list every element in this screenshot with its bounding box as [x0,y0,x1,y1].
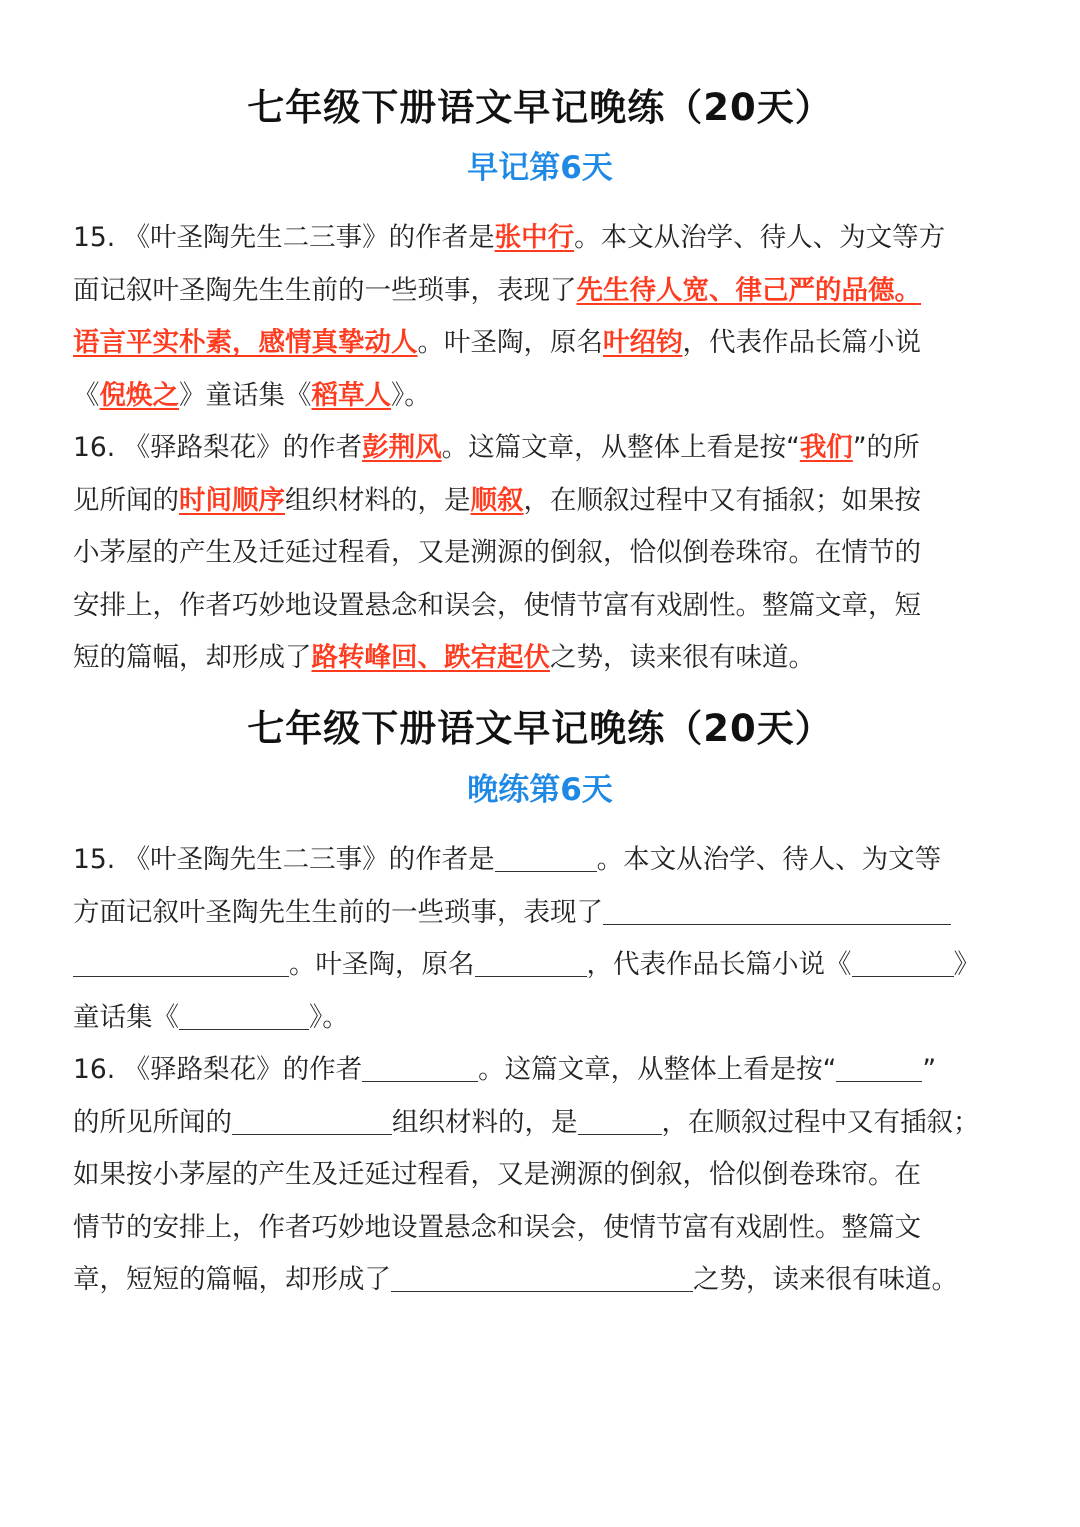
evening-q15-line-4 [73,992,1013,1045]
morning-q15-line-1 [73,212,1013,265]
answer-blank[interactable] [475,946,587,977]
evening-q15-line-1 [73,834,1013,887]
evening-q16-line-4: 情节的安排上，作者巧妙地设置悬念和误会，使情节富有戏剧性。整篇文 [73,1211,921,1243]
answer-text: 路转峰回、跌宕起伏 [311,642,550,673]
morning-q15-line-4 [73,370,1013,423]
answer-text: 张中行 [494,222,575,253]
text-run: ，在顺叙过程中又有插叙； [661,1106,980,1138]
morning-q16-line-1 [73,422,1013,475]
evening-q16-line-5 [73,1254,1013,1307]
answer-text: 叶绍钧 [603,327,683,358]
morning-q16-line-4: 安排上，作者巧妙地设置悬念和误会，使情节富有戏剧性。整篇文章，短 [73,589,921,621]
text-run: 》童话集《 [179,379,312,411]
answer-text: 先生待人宽、律己严的品德。 [576,274,921,306]
text-run: 短的篇幅，却形成了 [73,642,312,673]
text-run: 》。 [391,379,431,411]
text-run: 章，短短的篇幅，却形成了 [73,1264,391,1295]
answer-text: 顺叙 [470,484,524,516]
morning-q16-line-5 [73,632,1013,685]
morning-title: 七年级下册语文早记晚练（20天） [247,86,833,129]
text-run: 见所闻的 [73,484,179,516]
text-run: 。这篇文章，从整体上看是按“ [441,432,800,463]
evening-questions [73,834,1013,1307]
evening-q16-line-2 [73,1097,1013,1150]
text-run: 》。 [309,1001,349,1033]
text-run: 。本文从治学、待人、为文等方 [574,222,946,253]
text-run: 的所见所闻的 [73,1106,232,1138]
answer-blank[interactable] [73,946,289,977]
answer-text: 时间顺序 [179,484,285,516]
evening-q16-line-3: 如果按小茅屋的产生及迁延过程看，又是溯源的倒叙，恰似倒卷珠帘。在 [73,1159,921,1190]
text-run: ，代表作品长篇小说《 [586,949,852,980]
answer-blank[interactable] [852,946,954,977]
evening-subtitle: 晚练第6天 [467,772,613,808]
text-run: ，在顺叙过程中又有插叙；如果按 [523,484,921,516]
answer-blank[interactable] [836,1051,922,1082]
text-run: 之势，读来很有味道。 [550,642,815,673]
evening-title: 七年级下册语文早记晚练（20天） [247,707,833,750]
morning-q16-line-3: 小茅屋的产生及迁延过程看，又是溯源的倒叙，恰似倒卷珠帘。在情节的 [73,537,921,568]
text-run: 。本文从治学、待人、为文等 [596,844,942,875]
text-run: 15. 《叶圣陶先生二三事》的作者是 [73,844,495,875]
morning-questions [73,212,1013,685]
answer-blank[interactable] [603,894,951,925]
text-run: 面记叙叶圣陶先生生前的一些琐事，表现了 [73,274,577,306]
text-run: 童话集《 [73,1001,179,1033]
morning-q15-line-3 [73,317,1013,370]
text-run: 《 [73,379,100,411]
morning-q16-line-2 [73,475,1013,528]
answer-blank[interactable] [362,1051,478,1082]
text-run: 15. 《叶圣陶先生二三事》的作者是 [73,222,495,253]
answer-text: 彭荆风 [362,432,442,463]
text-run: 。叶圣陶，原名 [417,327,603,358]
evening-q16-line-1 [73,1044,1013,1097]
answer-text: 我们 [799,432,853,463]
evening-q15-line-3 [73,939,1013,992]
text-run: 。叶圣陶，原名 [289,949,475,980]
text-run: ” [922,1054,937,1085]
answer-blank[interactable] [179,999,309,1030]
text-run: 之势，读来很有味道。 [693,1264,958,1295]
text-run: ，代表作品长篇小说 [682,327,921,358]
morning-q15-line-2 [73,265,1013,318]
answer-text: 稻草人 [311,379,391,411]
text-run: 。这篇文章，从整体上看是按“ [478,1054,837,1085]
text-run: 16. 《驿路梨花》的作者 [73,432,363,463]
answer-text: 语言平实朴素，感情真挚动人 [73,327,418,358]
text-run: 》 [953,949,980,980]
text-run: 16. 《驿路梨花》的作者 [73,1054,363,1085]
answer-blank[interactable] [391,1261,693,1292]
text-run: 组织材料的，是 [285,484,471,516]
answer-blank[interactable] [578,1104,662,1135]
text-run: ”的所 [852,432,920,463]
answer-text: 倪焕之 [99,379,179,411]
answer-blank[interactable] [232,1104,392,1135]
text-run: 方面记叙叶圣陶先生生前的一些琐事，表现了 [73,896,603,928]
evening-q15-line-2 [73,887,1013,940]
text-run: 组织材料的，是 [392,1106,578,1138]
morning-subtitle: 早记第6天 [467,150,613,186]
answer-blank[interactable] [495,841,597,872]
